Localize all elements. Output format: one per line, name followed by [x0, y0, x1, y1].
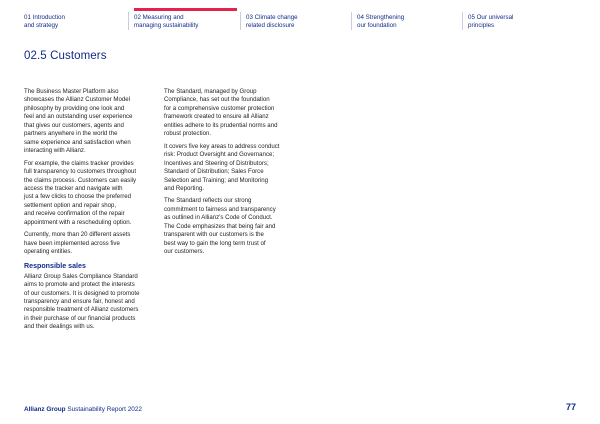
paragraph	[24, 273, 156, 332]
text-line: risk: Product Oversight and Governance;	[164, 151, 275, 159]
text-line: The Business Master Platform also	[24, 88, 119, 95]
text-line: The Code emphasizes that being fair and	[164, 222, 276, 230]
text-line: It covers five key areas to address conduct	[164, 142, 280, 150]
text-line: The Standard reflects our strong	[164, 197, 252, 205]
nav-tab-line: 03 Climate change	[246, 14, 298, 21]
text-line: best way to gain the long term trust of	[164, 239, 266, 247]
text-line: For example, the claims tracker provides	[24, 159, 134, 167]
text-line: robust protection.	[164, 130, 212, 138]
text-line: in their purchase of our financial products	[24, 314, 136, 322]
text-line: full transparency to customers throughout	[24, 168, 137, 176]
nav-divider	[240, 12, 241, 30]
page-number: 77	[565, 402, 576, 412]
page-title: 02.5 Customers	[24, 50, 107, 62]
text-line: responsible treatment of Allianz customers	[24, 306, 139, 314]
text-line: showcases the Allianz Customer Model	[24, 96, 131, 104]
text-line: same experience and satisfaction when	[24, 138, 131, 146]
nav-tab-line: 01 Introduction	[24, 14, 65, 21]
paragraph	[24, 231, 156, 256]
nav-tab-strengthening-foundation[interactable]	[357, 14, 452, 30]
text-line: transparent with our customers is the	[164, 231, 264, 239]
nav-divider	[128, 12, 129, 30]
text-line: for a comprehensive customer protection	[164, 104, 275, 112]
nav-tab-line: principles	[468, 22, 495, 29]
nav-tab-line: related disclosure	[246, 22, 295, 29]
text-line: aims to promote and protect the interests	[24, 281, 135, 289]
left-column	[24, 88, 156, 336]
text-line: Compliance, has set out the foundation	[164, 96, 270, 104]
nav-tab-line: 04 Strengthening	[357, 14, 405, 21]
text-line: The Standard, managed by Group	[164, 88, 257, 95]
text-line: philosophy by providing one look and	[24, 104, 125, 112]
text-line: transparency and ensure fair, honest and	[24, 297, 135, 305]
text-line: feel and an outstanding user experience	[24, 113, 133, 121]
nav-tab-climate-change[interactable]	[246, 14, 341, 30]
text-line: and receive confirmation of the repair	[24, 210, 125, 218]
text-line: entities adhere to its prudential norms and	[164, 121, 278, 129]
text-line: that gives our customers, agents and	[24, 121, 124, 129]
nav-tab-measuring-sustainability[interactable]	[134, 14, 229, 30]
text-line: operating entities.	[24, 248, 73, 256]
text-line: partners anywhere in the world the	[24, 130, 118, 138]
text-line: have been implemented across five	[24, 239, 120, 247]
nav-divider	[462, 12, 463, 30]
footer-brand: Allianz Group	[24, 406, 66, 413]
text-line: framework created to ensure all Allianz	[164, 113, 269, 121]
text-line: as outlined in Allianz's Code of Conduct.	[164, 214, 273, 222]
text-line: access the tracker and navigate with	[24, 184, 123, 192]
text-line: Standard of Distribution; Sales Force	[164, 168, 264, 176]
paragraph	[164, 197, 296, 256]
text-line: and Reporting.	[164, 184, 204, 192]
nav-tab-line: and strategy	[24, 22, 59, 29]
paragraph	[164, 143, 296, 194]
text-line: commitment to fairness and transparency	[164, 205, 276, 213]
text-line: our customers.	[164, 248, 205, 256]
nav-tab-universal-principles[interactable]	[468, 14, 563, 30]
footer-report-name: Sustainability Report 2022	[67, 406, 142, 413]
text-line: Incentives and Steering of Distributors;	[164, 159, 269, 167]
text-line: settlement option and repair shop,	[24, 201, 117, 209]
nav-tab-line: 05 Our universal	[468, 14, 514, 21]
text-line: Currently, more than 20 different assets	[24, 231, 131, 239]
text-line: just a few clicks to choose the preferred	[24, 193, 132, 201]
paragraph	[24, 88, 156, 156]
text-line: and their dealings with us.	[24, 323, 95, 331]
nav-tab-line: our foundation	[357, 22, 397, 29]
chapter-navigation	[0, 0, 600, 40]
nav-tab-line: 02 Measuring and	[134, 14, 184, 21]
text-line: of our customers. It is designed to promote	[24, 289, 140, 297]
nav-tab-introduction[interactable]	[24, 14, 119, 30]
paragraph	[164, 88, 296, 139]
right-column	[164, 88, 296, 261]
footer-report-title	[24, 406, 142, 413]
text-line: Selection and Training; and Monitoring	[164, 176, 268, 184]
text-line: Allianz Group Sales Compliance Standard	[24, 272, 138, 280]
nav-tab-line: managing sustainability	[134, 22, 199, 29]
paragraph	[24, 160, 156, 228]
text-line: interacting with Allianz.	[24, 147, 86, 155]
nav-divider	[351, 12, 352, 30]
subheading-responsible-sales: Responsible sales	[24, 261, 86, 270]
text-line: the claims process. Customers can easily	[24, 176, 137, 184]
text-line: appointment with a rescheduling option.	[24, 218, 132, 226]
